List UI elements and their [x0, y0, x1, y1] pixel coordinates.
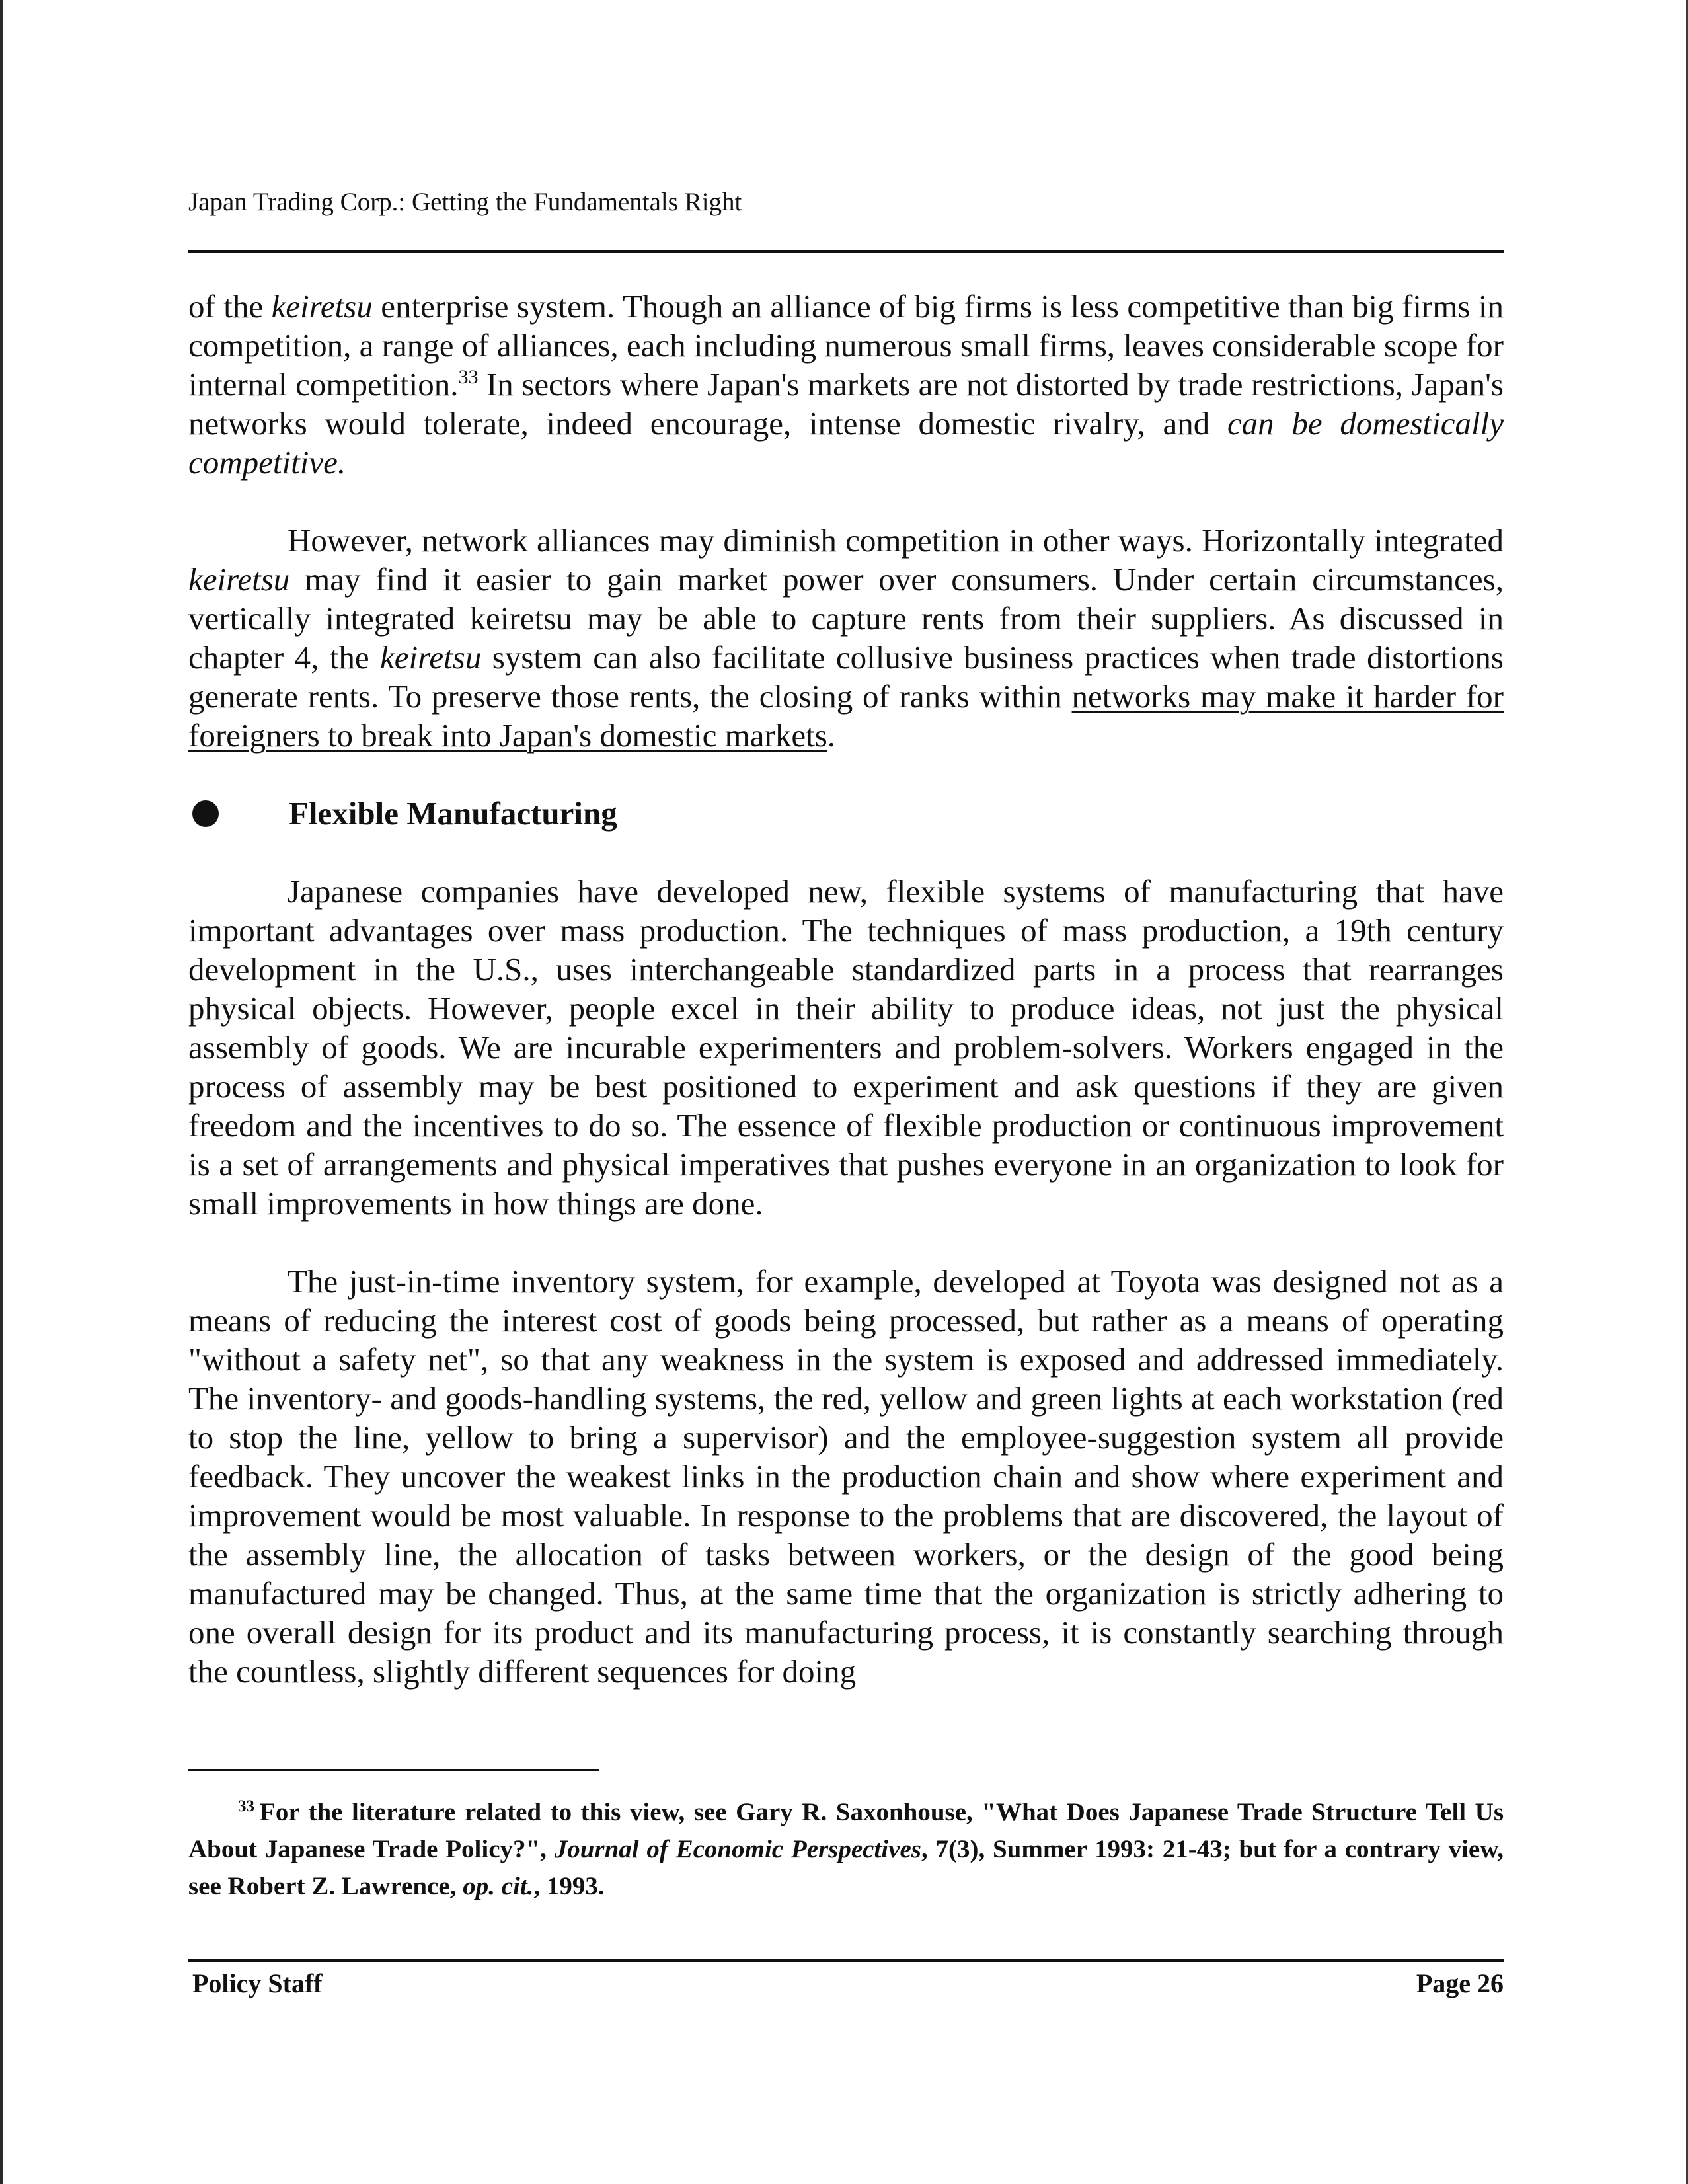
- page-number: Page 26: [1416, 1969, 1504, 1998]
- footnote-number: 33: [238, 1797, 254, 1815]
- p2-underlined-text: networks may make it harder for foreigners to break into Japan's domestic markets: [188, 678, 1504, 754]
- paragraph-2: [188, 521, 1504, 755]
- section-heading: [188, 794, 1504, 833]
- p1-italic-keiretsu: keiretsu: [271, 288, 373, 325]
- p1-text-c: enterprise system. Though an alliance of big firms is less competitive than big firms in competition, a range of alliances, each including numerous small firms, leaves considerable scope for internal competition.: [188, 288, 1504, 403]
- paragraph-3: Japanese companies have developed new, flexible systems of manufacturing that have important advantages over mass production. The techniques of mass production, a 19th century development in the U.S., uses interchangeable standardized parts in a process that rearranges physical objects. However, people excel in their ability to produce ideas, not just the physical assembly of goods. We are incurable experimenters and problem-solvers. Workers engaged in the process of assembly may be best positioned to experiment and ask questions if they are given freedom and the incentives to do so. The essence of flexible production or continuous improvement is a set of arrangements and physical imperatives that pushes everyone in an organization to look for small improvements in how things are done.: [188, 873, 1504, 1222]
- p1-text-a: of the: [188, 288, 272, 325]
- p2-italic-keiretsu-1: keiretsu: [188, 561, 290, 598]
- document-page: [188, 0, 1504, 2184]
- footnote-journal-title: Journal of Economic Perspectives: [554, 1835, 921, 1863]
- paragraph-1: [188, 287, 1504, 482]
- p1-italic-competitive: can be domestically competitive.: [188, 405, 1504, 481]
- header-rule: [188, 250, 1504, 253]
- scan-left-edge: [0, 0, 3, 2184]
- p2-text-c: may find it easier to gain market power over consumers. Under certain circumstances, vertically integrated keiretsu may be able to capture rents from their suppliers. As discussed in chapter 4, the: [188, 561, 1504, 676]
- p2-text-g: .: [827, 717, 836, 754]
- footnote-text-e: , 1993.: [533, 1872, 605, 1900]
- bullet-icon: [192, 800, 219, 827]
- p2-italic-keiretsu-2: keiretsu: [380, 639, 482, 676]
- footnote-rule: [188, 1769, 599, 1771]
- p2-text-a: However, network alliances may diminish competition in other ways. Horizontally integrated: [288, 522, 1504, 559]
- body-text: [188, 287, 1504, 1691]
- section-title: Flexible Manufacturing: [289, 795, 617, 832]
- footnote-text-c: , 7(3), Summer 1993: 21-43; but for a contrary view, see Robert Z. Lawrence,: [188, 1835, 1504, 1900]
- p1-text-d: In sectors where Japan's markets are not distorted by trade restrictions, Japan's networks would tolerate, indeed encourage, intense domestic rivalry, and: [188, 366, 1504, 442]
- footnote-ref-33[interactable]: 33: [458, 366, 479, 388]
- paragraph-4: The just-in-time inventory system, for example, developed at Toyota was designed not as a means of reducing the interest cost of goods being processed, but rather as a means of operating "without a safety net", so that any weakness in the system is exposed and addressed immediately. The inventory- and goods-handling systems, the red, yellow and green lights at each workstation (red to stop the line, yellow to bring a supervisor) and the employee-suggestion system all provide feedback. They uncover the weakest links in the production chain and show where experiment and improvement would be most valuable. In response to the problems that are discovered, the layout of the assembly line, the allocation of tasks between workers, or the design of the good being manufactured may be changed. Thus, at the same time that the organization is strictly adhering to one overall design for its product and its manufacturing process, it is constantly searching through the countless, slightly different sequences for doing: [188, 1263, 1504, 1690]
- footer-rule: [188, 1959, 1504, 1962]
- footnote-op-cit: op. cit.: [463, 1872, 534, 1900]
- footnote-33: [188, 1794, 1504, 1905]
- footer-left: Policy Staff: [192, 1969, 323, 1998]
- running-header: Japan Trading Corp.: Getting the Fundamentals Right: [188, 188, 742, 216]
- footnote-text-a: For the literature related to this view, see Gary R. Saxonhouse, "What Does Japanese Trade Structure Tell Us About Japanese Trade Policy?",: [188, 1798, 1504, 1863]
- p2-text-e: system can also facilitate collusive business practices when trade distortions generate rents. To preserve those rents, the closing of ranks within: [188, 639, 1504, 715]
